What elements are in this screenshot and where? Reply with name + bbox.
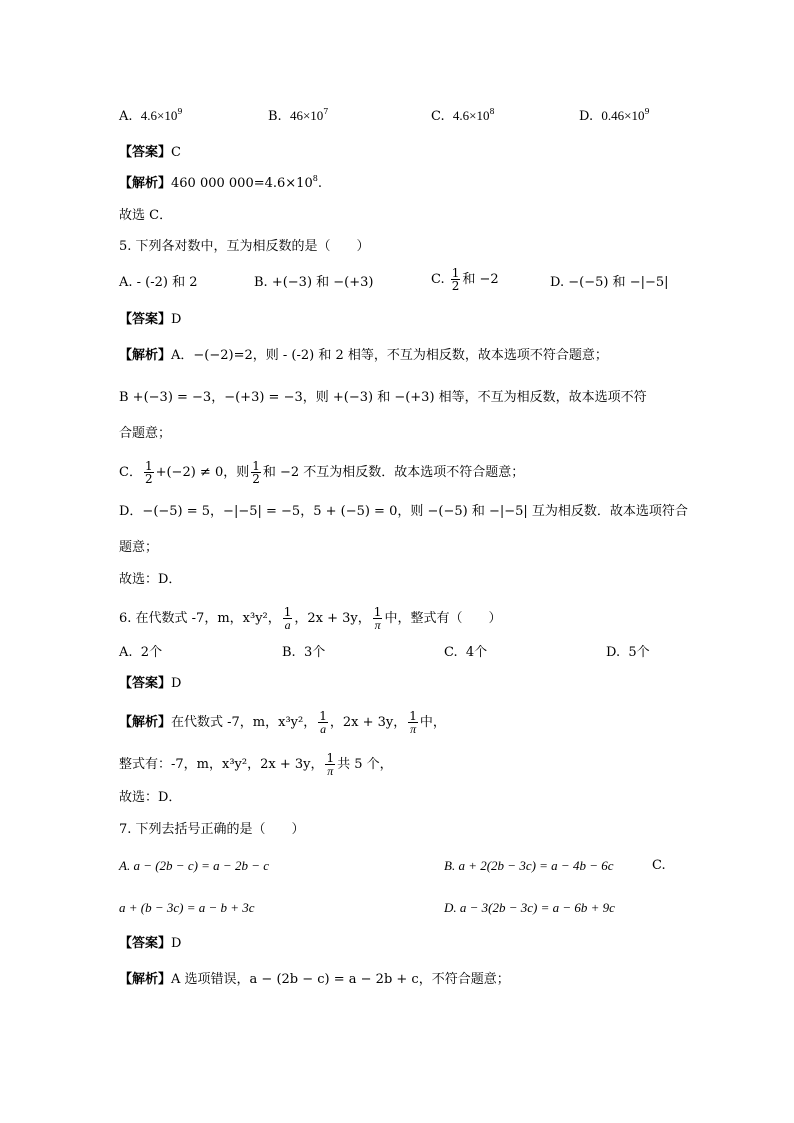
q4-analysis: 【解析】460 000 $000=4.6\times 10^8$.	[119, 174, 322, 191]
q7-stem: 7. 下列去括号正确的是（ ）	[119, 822, 305, 837]
q5-analysis-d2: 题意；	[119, 540, 159, 555]
q6-stem: 6. 在代数式 -7，m，x³y²， $\frac{1}{a}$ ，2x + 3y， $\frac{1}{\pi}$ 中，整式有（ ）	[119, 605, 502, 632]
q6-option-c: C. 4个	[444, 645, 488, 660]
q5-stem: 5. 下列各对数中，互为相反数的是（ ）	[119, 239, 370, 254]
q7-analysis: 【解析】A 选项错误，a − (2b − c) = a − 2b + c，不符合题意；	[119, 972, 510, 987]
q5-option-c: C. $\frac{1}{2}$ 和 −2	[431, 266, 499, 293]
q6-analysis-2: 整式有：-7，m，x³y²，2x + 3y， $\frac{1}{\pi}$ 共 5 个，	[119, 751, 393, 778]
q4-option-d: D. $0.46\times 10^9$	[579, 107, 650, 124]
q4-option-c: C. $4.6\times 10^8$	[431, 107, 495, 124]
q6-conclusion: 故选：D．	[119, 790, 182, 805]
q5-conclusion: 故选：D．	[119, 572, 182, 587]
q5-option-d: D. −(−5) 和 −|−5|	[550, 275, 669, 290]
q4-option-a: A. $4.6\times 10^9$	[119, 107, 183, 124]
q6-analysis-1: 【解析】在代数式 -7，m，x³y²， $\frac{1}{a}$ ，2x + 3y， $\frac{1}{\pi}$ 中，	[119, 709, 446, 736]
q5-analysis-d1: D．−(−5) = 5，−|−5| = −5，5 + (−5) = 0，则 −(−5) 和 −|−5| 互为相反数．故本选项符合	[119, 504, 688, 519]
q7-option-c-letter: C.	[652, 858, 666, 873]
q7-option-a: A. a − (2b − c) = a − 2b − c	[119, 858, 270, 873]
q6-option-d: D. 5个	[606, 645, 650, 660]
q5-analysis-a: 【解析】A．−(−2)=2，则 - (-2) 和 2 相等，不互为相反数，故本选项不符合题意；	[119, 348, 608, 363]
q7-option-c: a + (b − 3c) = a − b + 3c	[119, 900, 255, 915]
q5-option-a: A. - (-2) 和 2	[119, 275, 198, 290]
q5-analysis-b1: B +(−3) = −3，−(+3) = −3，则 +(−3) 和 −(+3) 相等，不互为相反数，故本选项不符	[119, 390, 647, 405]
q5-option-b: B. +(−3) 和 −(+3)	[254, 275, 374, 290]
q4-conclusion: 故选 C．	[119, 208, 173, 223]
q6-option-b: B. 3个	[282, 645, 326, 660]
q6-answer: 【答案】D	[119, 676, 182, 691]
q7-answer: 【答案】D	[119, 936, 182, 951]
q4-answer: 【答案】C	[119, 145, 181, 160]
q5-analysis-c: C． $\frac{1}{2}$ +(−2) ≠ 0，则 $\frac{1}{2}$ 和 −2 不互为相反数．故本选项不符合题意；	[119, 459, 525, 486]
q6-option-a: A. 2个	[119, 645, 163, 660]
q5-analysis-b2: 合题意；	[119, 426, 172, 441]
q4-option-b: B. $46\times 10^7$	[268, 107, 329, 124]
q7-option-b: B. a + 2(2b − 3c) = a − 4b − 6c	[444, 858, 614, 873]
q7-option-d: D. a − 3(2b − 3c) = a − 6b + 9c	[444, 900, 615, 915]
q5-answer: 【答案】D	[119, 312, 182, 327]
